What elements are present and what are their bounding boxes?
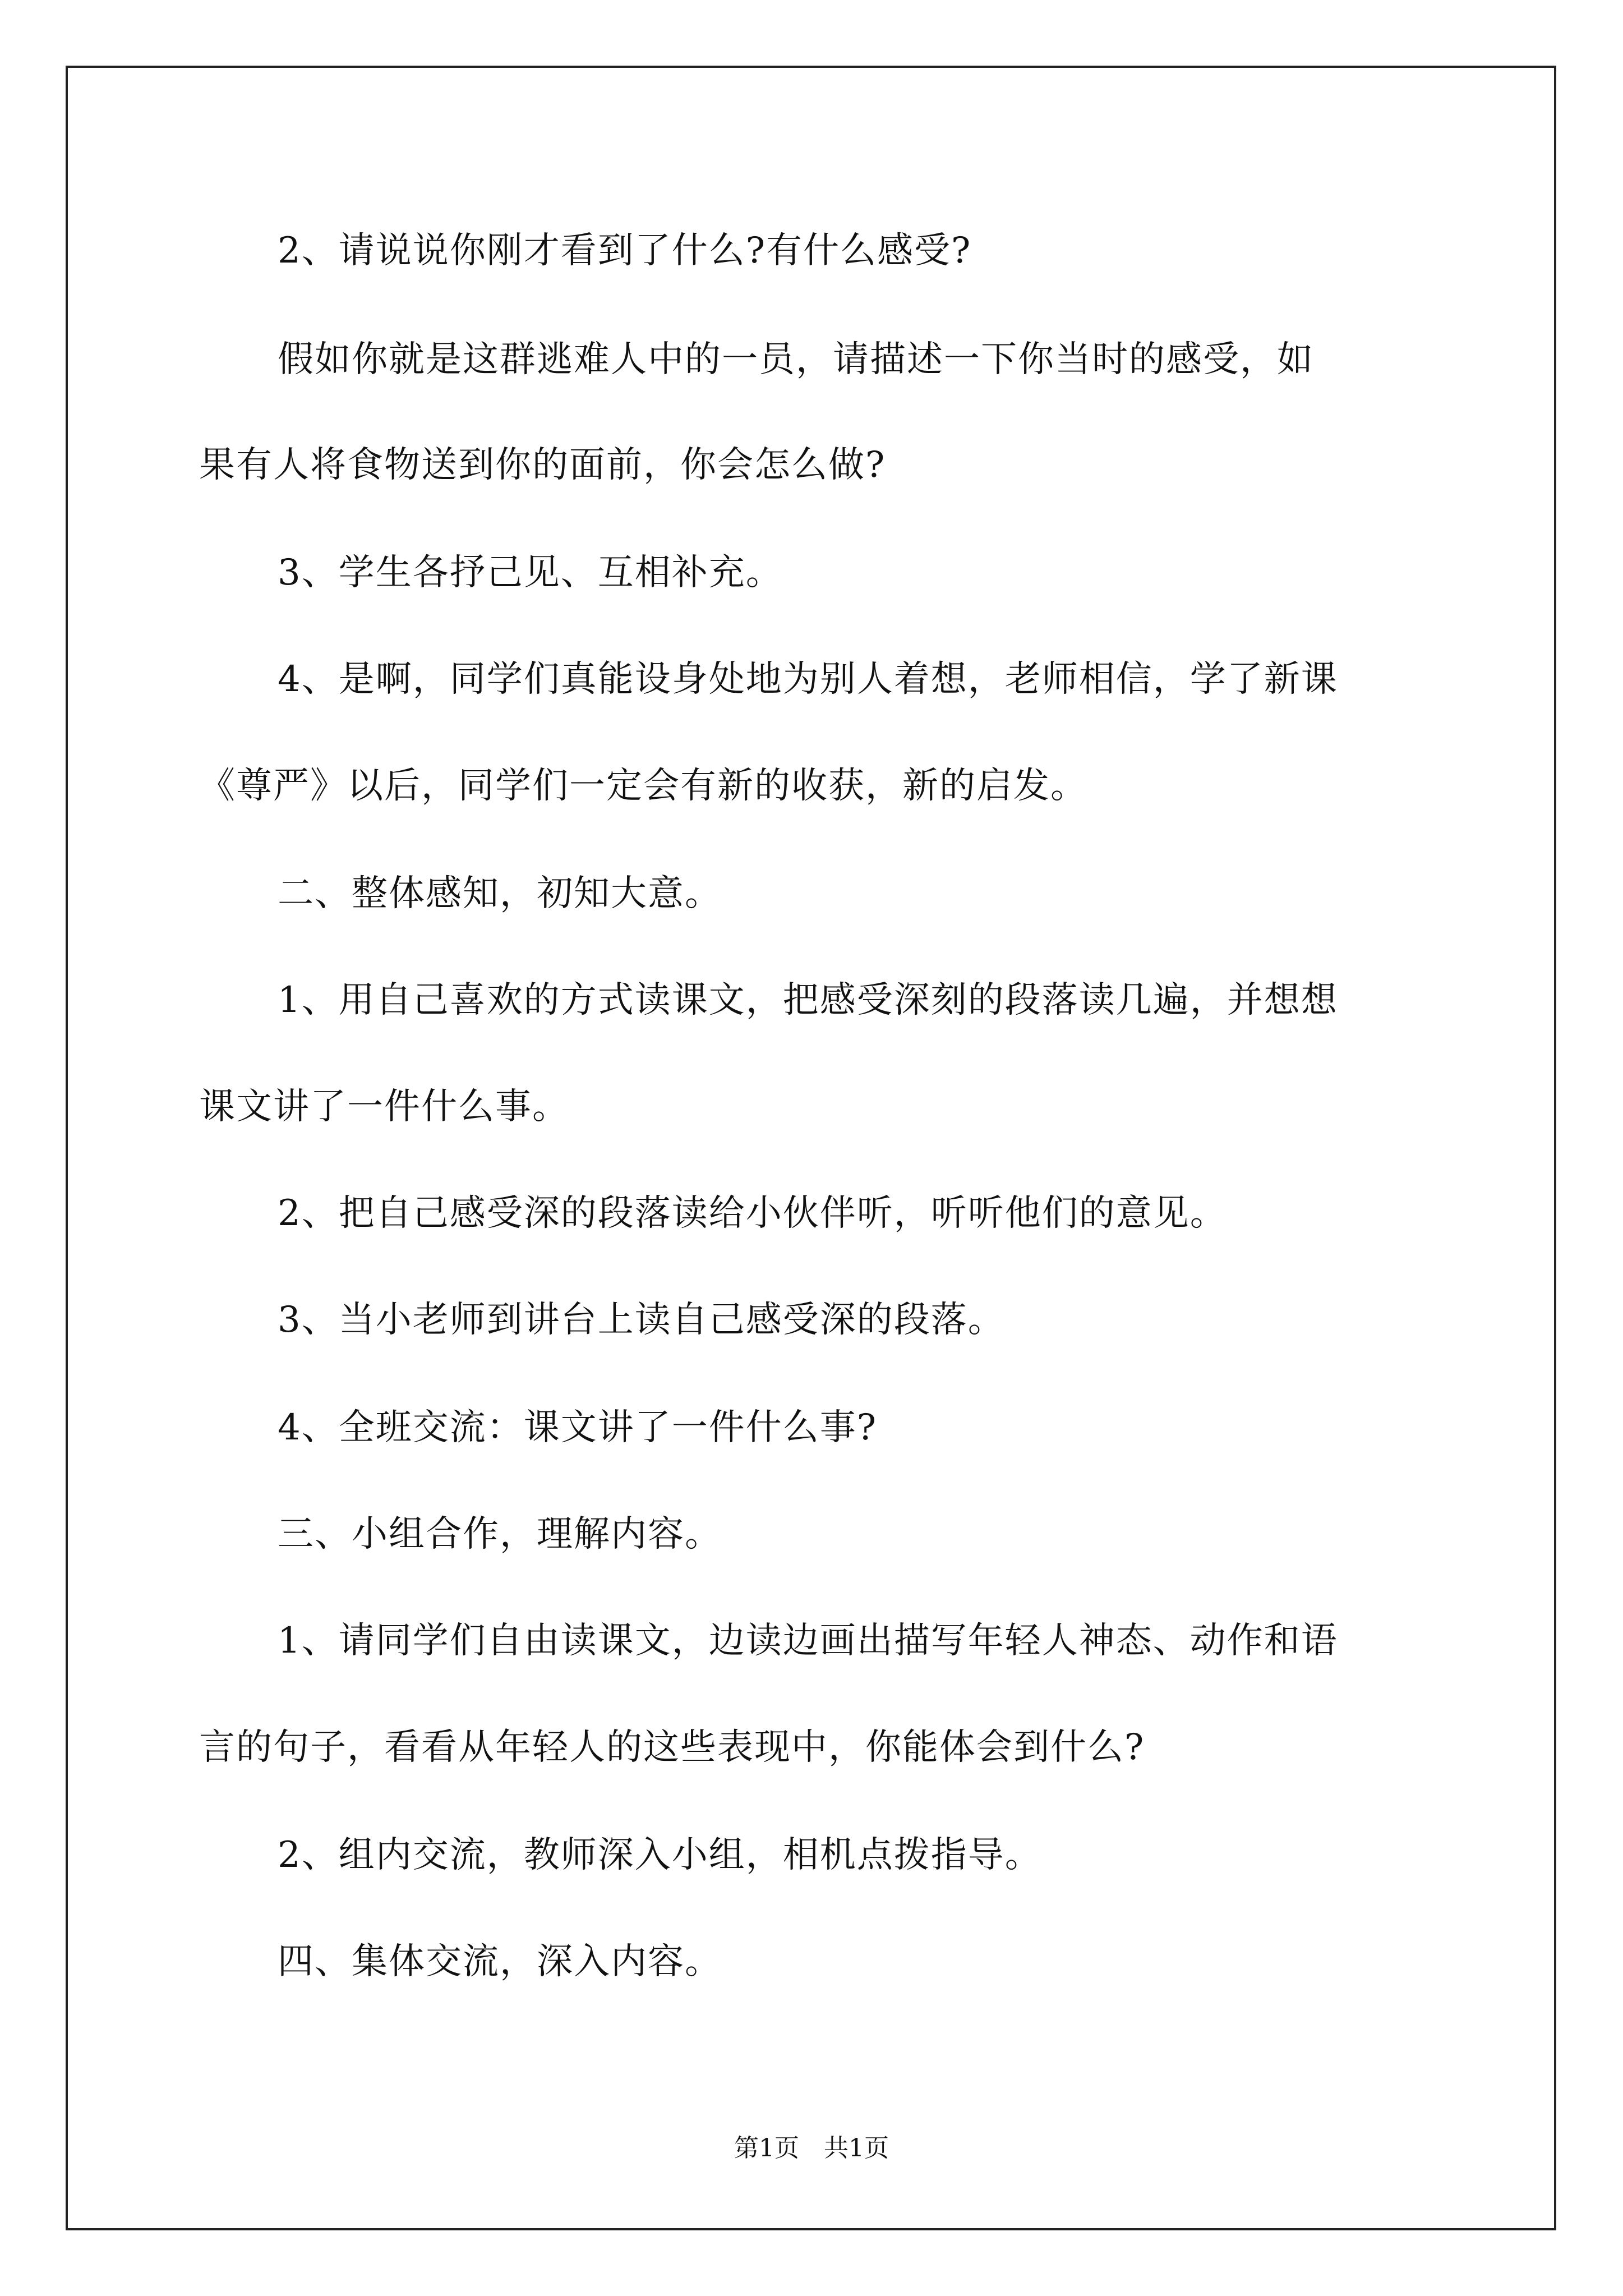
paragraph-line: 1、用自己喜欢的方式读课文，把感受深刻的段落读几遍，并想想 [278, 979, 1338, 1021]
paragraph-line: 2、把自己感受深的段落读给小伙伴听，听听他们的意见。 [278, 1193, 1227, 1234]
paragraph-line: 3、当小老师到讲台上读自己感受深的段落。 [278, 1299, 1005, 1341]
paragraph-line: 4、全班交流：课文讲了一件什么事? [278, 1407, 878, 1448]
paragraph-line: 4、是啊，同学们真能设身处地为别人着想，老师相信，学了新课 [278, 659, 1338, 700]
paragraph-line: 《尊严》以后，同学们一定会有新的收获，新的启发。 [199, 765, 1087, 807]
paragraph-line: 1、请同学们自由读课文，边读边画出描写年轻人神态、动作和语 [278, 1620, 1338, 1662]
section-heading: 四、集体交流，深入内容。 [278, 1941, 722, 1982]
paragraph-line: 言的句子，看看从年轻人的这些表现中，你能体会到什么? [199, 1727, 1145, 1768]
paragraph-line: 课文讲了一件什么事。 [199, 1086, 569, 1128]
paragraph-line: 假如你就是这群逃难人中的一员，请描述一下你当时的感受，如 [278, 339, 1314, 380]
paragraph-line: 3、学生各抒己见、互相补充。 [278, 552, 783, 593]
section-heading: 三、小组合作，理解内容。 [278, 1513, 722, 1555]
page-border [66, 66, 1556, 2230]
paragraph-line: 果有人将食物送到你的面前，你会怎么做? [199, 444, 886, 486]
paragraph-line: 2、组内交流，教师深入小组，相机点拨指导。 [278, 1834, 1042, 1876]
section-heading: 二、整体感知，初知大意。 [278, 873, 722, 914]
page-number: 第1页 共1页 [734, 2134, 889, 2162]
paragraph-line: 2、请说说你刚才看到了什么?有什么感受? [278, 230, 972, 272]
